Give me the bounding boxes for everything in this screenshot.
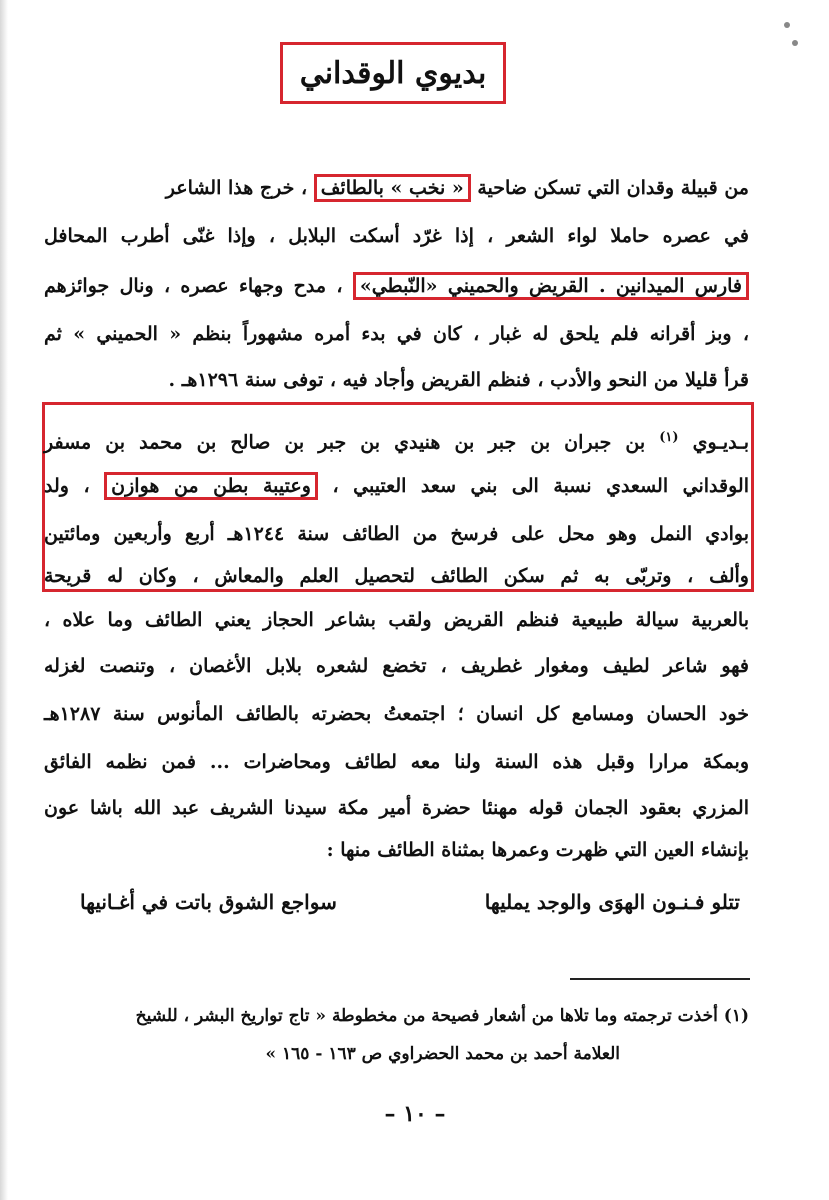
text-line: وبمكة مرارا وقبل هذه السنة ولنا معه لطائف ومحاضرات ... فمن نظمه الفائق xyxy=(44,751,749,773)
poem-hemistich-first: تتلو فـنـون الهوَى والوجد يمليها xyxy=(484,890,740,914)
highlight-hawazin: وعتيبة بطن من هوازن xyxy=(104,472,318,500)
page-title: بديوي الوقداني xyxy=(299,55,487,91)
footnote-marker: (١) xyxy=(659,430,679,445)
page-number: – ١٠ – xyxy=(384,1101,446,1127)
text-line: من قبيلة وقدان التي تسكن ضاحية « نخب » بالطائف ، خرج هذا الشاعر xyxy=(44,168,749,208)
text-line: المزري بعقود الجمان قوله مهنئا حضرة أمير مكة سيدنا الشريف عبد الله باشا عون xyxy=(44,797,749,819)
title-highlight-box xyxy=(280,42,506,104)
footnote-line: (١) أخذت ترجمته وما تلاها من أشعار فصيحة من مخطوطة « تاج تواريخ البشر ، للشيخ xyxy=(135,1006,749,1026)
footnote-divider xyxy=(570,978,750,980)
poem-verse xyxy=(80,880,740,924)
text-line: بالعربية سيالة طبيعية فنظم القريض ولقب بشاعر الحجاز يعني الطائف وما علاه ، xyxy=(44,609,749,631)
scan-mark xyxy=(784,22,790,28)
text-line: فارس الميدانين . القريض والحميني «النّبطي» ، مدح وجهاء عصره ، ونال جوائزهم xyxy=(44,266,749,306)
text-line: وألف ، وتربّى به ثم سكن الطائف لتحصيل العلم والمعاش ، وكان له قريحة xyxy=(44,565,749,587)
highlight-nabati: فارس الميدانين . القريض والحميني «النّبطي» xyxy=(353,272,749,300)
footnote-line: العلامة أحمد بن محمد الحضراوي ص ١٦٣ - ١٦٥ » xyxy=(265,1044,620,1064)
text-line: ، وبز أقرانه فلم يلحق له غبار ، كان في بدء أمره مشهوراً بنظم « الحميني » ثم xyxy=(44,323,749,345)
text-line: في عصره حاملا لواء الشعر ، إذا غرّد أسكت البلابل ، وإذا غنّى أطرب المحافل xyxy=(44,225,749,247)
text-line: بـديـوي $^{(١)}$ بن جبران بن جبر بن هنيدي بن جبر بن صالح بن محمد بن مسفر xyxy=(44,430,749,454)
text-line: خود الحسان ومسامع كل انسان ؛ اجتمعتُ بحضرته بالطائف المأنوس سنة ١٢٨٧هـ xyxy=(44,703,749,725)
text-line: الوقداني السعدي نسبة الى بني سعد العتيبي ، وعتيبة بطن من هوازن ، ولد xyxy=(44,466,749,506)
text-line: بوادي النمل وهو محل على فرسخ من الطائف سنة ١٢٤٤هـ أربع وأربعين ومائتين xyxy=(44,523,749,545)
poem-hemistich-second: سواجع الشوق باتت في أغـانيها xyxy=(80,890,337,914)
scan-mark xyxy=(792,40,798,46)
text-line: فهو شاعر لطيف ومغوار غطريف ، تخضع لشعره بلابل الأغصان ، وتنصت لغزله xyxy=(44,655,749,677)
text-line: قرأ قليلا من النحو والأدب ، فنظم القريض وأجاد فيه ، توفى سنة ١٢٩٦هـ . xyxy=(168,369,749,391)
highlight-nakhb: « نخب » بالطائف xyxy=(314,174,471,202)
text-line: بإنشاء العين التي ظهرت وعمرها بمثناة الطائف منها : xyxy=(326,839,749,861)
page-edge xyxy=(0,0,8,1200)
